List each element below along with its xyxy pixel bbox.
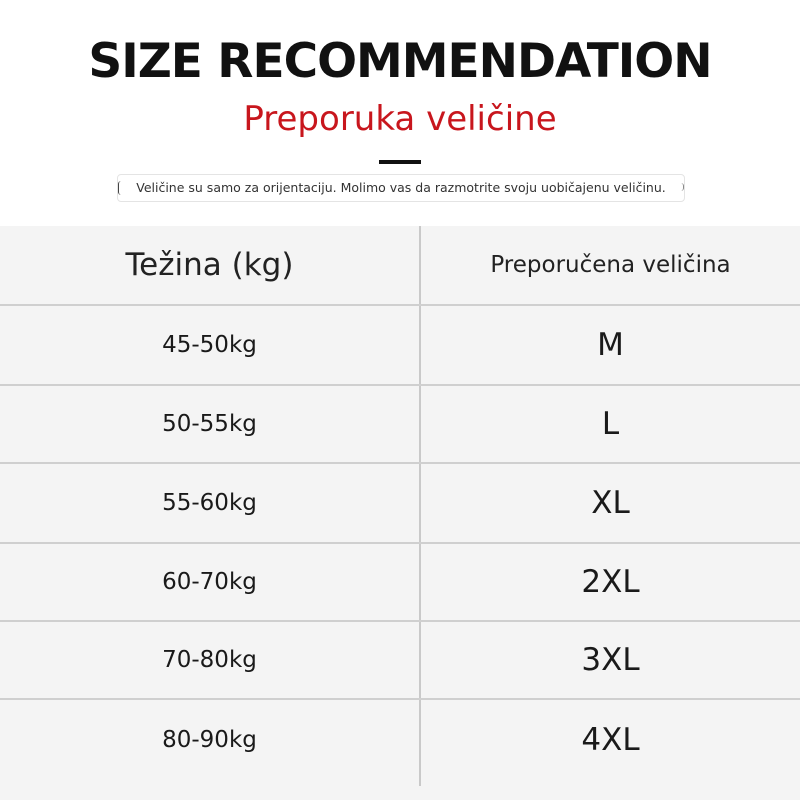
title-divider bbox=[379, 160, 421, 164]
weight-cell: 45-50kg bbox=[162, 332, 257, 358]
size-table bbox=[0, 226, 800, 800]
table-row bbox=[0, 306, 800, 386]
weight-cell: 50-55kg bbox=[162, 411, 257, 437]
column-header-size: Preporučena veličina bbox=[490, 252, 731, 278]
size-cell: XL bbox=[591, 485, 630, 521]
size-note: Veličine su samo za orijentaciju. Molimo vas da razmotrite svoju uobičajenu veličinu. bbox=[117, 174, 685, 202]
table-header-row bbox=[0, 226, 800, 306]
weight-cell: 60-70kg bbox=[162, 569, 257, 595]
size-cell: 2XL bbox=[581, 564, 640, 600]
page-subtitle: Preporuka veličine bbox=[243, 99, 557, 139]
header bbox=[0, 0, 800, 226]
column-header-weight: Težina (kg) bbox=[125, 247, 294, 283]
weight-cell: 70-80kg bbox=[162, 647, 257, 673]
weight-cell: 55-60kg bbox=[162, 490, 257, 516]
table-row bbox=[0, 464, 800, 544]
size-cell: L bbox=[601, 406, 620, 442]
table-row bbox=[0, 700, 800, 780]
size-cell: 4XL bbox=[581, 722, 640, 758]
table-row bbox=[0, 386, 800, 464]
weight-cell: 80-90kg bbox=[162, 727, 257, 753]
size-cell: M bbox=[597, 327, 624, 363]
size-cell: 3XL bbox=[581, 642, 640, 678]
page-title: SIZE RECOMMENDATION bbox=[88, 34, 712, 89]
table-row bbox=[0, 544, 800, 622]
table-row bbox=[0, 622, 800, 700]
